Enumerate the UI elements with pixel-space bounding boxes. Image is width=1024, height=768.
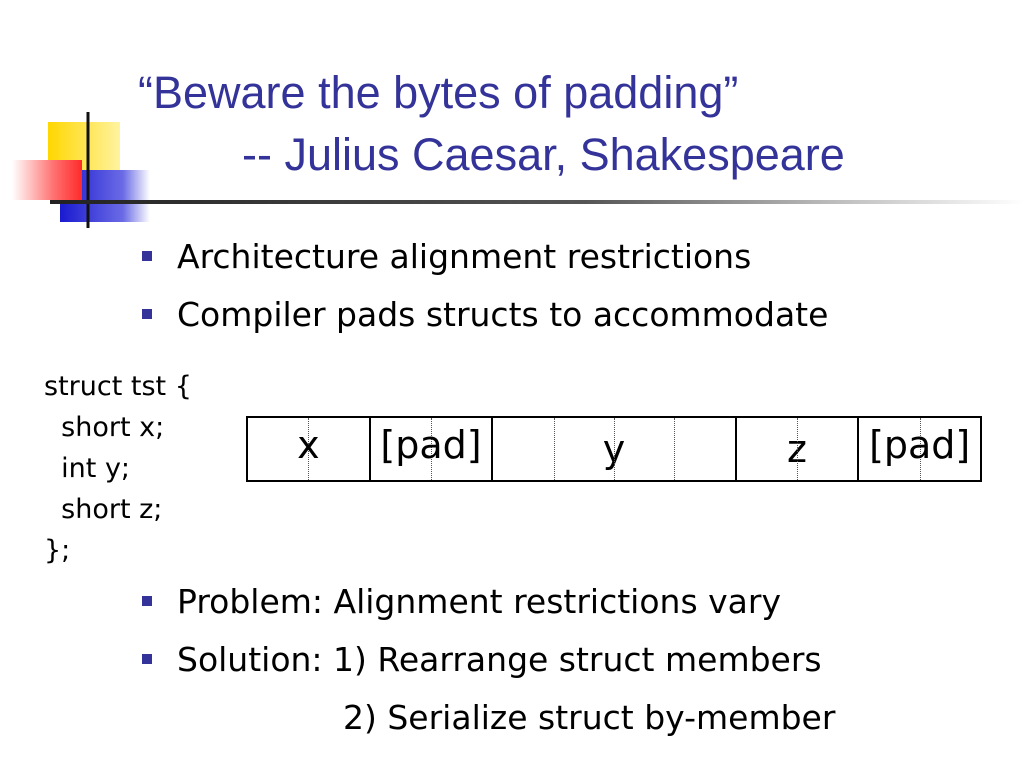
byte-divider [797, 418, 798, 480]
cell-label: y [602, 427, 626, 471]
title-line-1: “Beware the bytes of padding” [138, 67, 739, 118]
bullet-text: Architecture alignment restrictions [177, 237, 752, 276]
cell-label: z [787, 427, 807, 471]
title-divider [50, 200, 1024, 204]
byte-divider [674, 418, 675, 480]
slide-title [138, 62, 845, 186]
bullet-text: Problem: Alignment restrictions vary [177, 582, 781, 621]
bullet-square-icon [142, 251, 152, 261]
bullet-item [140, 578, 835, 636]
cell-label: [pad] [869, 423, 971, 467]
bullet-square-icon [142, 596, 152, 606]
byte-divider [614, 418, 615, 480]
bullet-text: 2) Serialize struct by-member [343, 698, 836, 737]
struct-code-block: struct tst { short x; int y; short z; }; [44, 371, 192, 566]
memory-cell-y [493, 418, 736, 480]
cell-label: x [297, 423, 320, 467]
bullet-text: Compiler pads structs to accommodate [177, 295, 829, 334]
bullet-square-icon [142, 309, 152, 319]
bullet-continuation [140, 694, 835, 752]
bullet-item [140, 636, 835, 694]
memory-cell-x [248, 418, 371, 480]
title-line-2: -- Julius Caesar, Shakespeare [242, 129, 845, 180]
bullet-list-bottom [140, 578, 835, 752]
memory-cell-pad-1 [371, 418, 494, 480]
memory-layout-diagram [246, 416, 982, 482]
bullet-list-top [140, 233, 828, 349]
bullet-text: Solution: 1) Rearrange struct members [177, 640, 822, 679]
cell-label: [pad] [380, 423, 482, 467]
byte-divider [554, 418, 555, 480]
bullet-square-icon [142, 654, 152, 664]
memory-cell-z [737, 418, 860, 480]
memory-cell-pad-2 [859, 418, 980, 480]
bullet-item [140, 291, 828, 349]
decorative-squares-logo [0, 0, 160, 240]
bullet-item [140, 233, 828, 291]
